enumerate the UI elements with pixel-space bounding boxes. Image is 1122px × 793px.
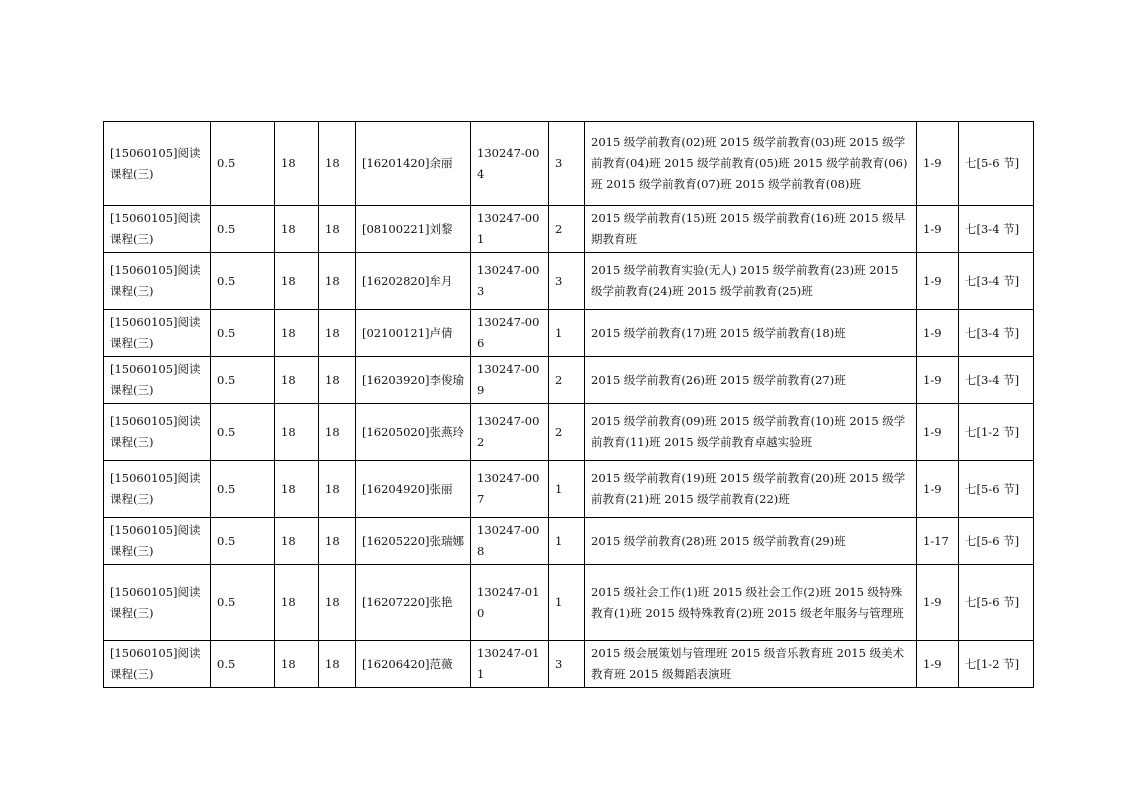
class-number-cell: 130247-004 <box>471 122 549 206</box>
classes-cell: 2015 级学前教育(17)班 2015 级学前教育(18)班 <box>585 310 917 357</box>
hours-total-cell: 18 <box>275 461 319 518</box>
class-number-cell: 130247-001 <box>471 206 549 253</box>
classes-cell: 2015 级学前教育(28)班 2015 级学前教育(29)班 <box>585 518 917 565</box>
course-cell: [15060105]阅读课程(三) <box>104 122 211 206</box>
credit-cell: 0.5 <box>211 641 275 688</box>
time-cell: 七[3-4 节] <box>959 206 1034 253</box>
weeks-cell: 1-17 <box>917 518 959 565</box>
time-cell: 七[5-6 节] <box>959 565 1034 641</box>
credit-cell: 0.5 <box>211 461 275 518</box>
table-row <box>104 461 1034 518</box>
course-cell: [15060105]阅读课程(三) <box>104 253 211 310</box>
credit-cell: 0.5 <box>211 518 275 565</box>
classes-cell: 2015 级会展策划与管理班 2015 级音乐教育班 2015 级美术教育班 2015 级舞蹈表演班 <box>585 641 917 688</box>
credit-cell: 0.5 <box>211 122 275 206</box>
hours-theory-cell: 18 <box>319 461 356 518</box>
table-row <box>104 565 1034 641</box>
teacher-cell: [16207220]张艳 <box>356 565 471 641</box>
course-cell: [15060105]阅读课程(三) <box>104 206 211 253</box>
course-cell: [15060105]阅读课程(三) <box>104 357 211 404</box>
classes-cell: 2015 级学前教育(09)班 2015 级学前教育(10)班 2015 级学前教育(11)班 2015 级学前教育卓越实验班 <box>585 404 917 461</box>
count-cell: 2 <box>549 404 585 461</box>
course-cell: [15060105]阅读课程(三) <box>104 461 211 518</box>
classes-cell: 2015 级学前教育(19)班 2015 级学前教育(20)班 2015 级学前教育(21)班 2015 级学前教育(22)班 <box>585 461 917 518</box>
time-cell: 七[5-6 节] <box>959 518 1034 565</box>
teacher-cell: [08100221]刘黎 <box>356 206 471 253</box>
time-cell: 七[3-4 节] <box>959 253 1034 310</box>
table-row <box>104 404 1034 461</box>
hours-theory-cell: 18 <box>319 122 356 206</box>
teacher-cell: [16203920]李俊瑜 <box>356 357 471 404</box>
count-cell: 3 <box>549 641 585 688</box>
hours-total-cell: 18 <box>275 404 319 461</box>
teacher-cell: [16204920]张丽 <box>356 461 471 518</box>
class-number-cell: 130247-010 <box>471 565 549 641</box>
hours-total-cell: 18 <box>275 518 319 565</box>
table-row <box>104 310 1034 357</box>
teacher-cell: [16206420]范薇 <box>356 641 471 688</box>
weeks-cell: 1-9 <box>917 404 959 461</box>
credit-cell: 0.5 <box>211 357 275 404</box>
course-cell: [15060105]阅读课程(三) <box>104 404 211 461</box>
teacher-cell: [16205020]张燕玲 <box>356 404 471 461</box>
course-cell: [15060105]阅读课程(三) <box>104 310 211 357</box>
time-cell: 七[1-2 节] <box>959 641 1034 688</box>
class-number-cell: 130247-006 <box>471 310 549 357</box>
credit-cell: 0.5 <box>211 310 275 357</box>
table-row <box>104 357 1034 404</box>
class-number-cell: 130247-002 <box>471 404 549 461</box>
hours-total-cell: 18 <box>275 357 319 404</box>
table-row <box>104 518 1034 565</box>
hours-theory-cell: 18 <box>319 565 356 641</box>
credit-cell: 0.5 <box>211 565 275 641</box>
classes-cell: 2015 级学前教育实验(无人) 2015 级学前教育(23)班 2015 级学前教育(24)班 2015 级学前教育(25)班 <box>585 253 917 310</box>
class-number-cell: 130247-009 <box>471 357 549 404</box>
classes-cell: 2015 级学前教育(15)班 2015 级学前教育(16)班 2015 级早期教育班 <box>585 206 917 253</box>
hours-total-cell: 18 <box>275 310 319 357</box>
time-cell: 七[5-6 节] <box>959 461 1034 518</box>
course-cell: [15060105]阅读课程(三) <box>104 641 211 688</box>
classes-cell: 2015 级学前教育(02)班 2015 级学前教育(03)班 2015 级学前教育(04)班 2015 级学前教育(05)班 2015 级学前教育(06)班 2015 级学前教育(07)班 2015 级学前教育(08)班 <box>585 122 917 206</box>
table-row <box>104 122 1034 206</box>
weeks-cell: 1-9 <box>917 253 959 310</box>
credit-cell: 0.5 <box>211 253 275 310</box>
hours-theory-cell: 18 <box>319 641 356 688</box>
hours-theory-cell: 18 <box>319 518 356 565</box>
course-cell: [15060105]阅读课程(三) <box>104 565 211 641</box>
weeks-cell: 1-9 <box>917 206 959 253</box>
teacher-cell: [16202820]牟月 <box>356 253 471 310</box>
hours-theory-cell: 18 <box>319 310 356 357</box>
hours-theory-cell: 18 <box>319 206 356 253</box>
weeks-cell: 1-9 <box>917 357 959 404</box>
table-row <box>104 253 1034 310</box>
weeks-cell: 1-9 <box>917 122 959 206</box>
count-cell: 2 <box>549 357 585 404</box>
hours-theory-cell: 18 <box>319 253 356 310</box>
hours-total-cell: 18 <box>275 122 319 206</box>
hours-theory-cell: 18 <box>319 357 356 404</box>
count-cell: 3 <box>549 253 585 310</box>
schedule-table <box>103 121 1034 688</box>
credit-cell: 0.5 <box>211 404 275 461</box>
weeks-cell: 1-9 <box>917 565 959 641</box>
weeks-cell: 1-9 <box>917 461 959 518</box>
count-cell: 2 <box>549 206 585 253</box>
count-cell: 1 <box>549 565 585 641</box>
classes-cell: 2015 级学前教育(26)班 2015 级学前教育(27)班 <box>585 357 917 404</box>
weeks-cell: 1-9 <box>917 641 959 688</box>
credit-cell: 0.5 <box>211 206 275 253</box>
table-body <box>104 122 1034 688</box>
hours-total-cell: 18 <box>275 641 319 688</box>
hours-theory-cell: 18 <box>319 404 356 461</box>
time-cell: 七[3-4 节] <box>959 310 1034 357</box>
weeks-cell: 1-9 <box>917 310 959 357</box>
time-cell: 七[5-6 节] <box>959 122 1034 206</box>
table-row <box>104 641 1034 688</box>
teacher-cell: [02100121]卢倩 <box>356 310 471 357</box>
count-cell: 1 <box>549 310 585 357</box>
table-row <box>104 206 1034 253</box>
class-number-cell: 130247-007 <box>471 461 549 518</box>
time-cell: 七[3-4 节] <box>959 357 1034 404</box>
count-cell: 1 <box>549 461 585 518</box>
hours-total-cell: 18 <box>275 206 319 253</box>
time-cell: 七[1-2 节] <box>959 404 1034 461</box>
class-number-cell: 130247-011 <box>471 641 549 688</box>
teacher-cell: [16201420]余丽 <box>356 122 471 206</box>
count-cell: 1 <box>549 518 585 565</box>
teacher-cell: [16205220]张瑞娜 <box>356 518 471 565</box>
classes-cell: 2015 级社会工作(1)班 2015 级社会工作(2)班 2015 级特殊教育(1)班 2015 级特殊教育(2)班 2015 级老年服务与管理班 <box>585 565 917 641</box>
class-number-cell: 130247-008 <box>471 518 549 565</box>
hours-total-cell: 18 <box>275 565 319 641</box>
count-cell: 3 <box>549 122 585 206</box>
class-number-cell: 130247-003 <box>471 253 549 310</box>
course-cell: [15060105]阅读课程(三) <box>104 518 211 565</box>
hours-total-cell: 18 <box>275 253 319 310</box>
